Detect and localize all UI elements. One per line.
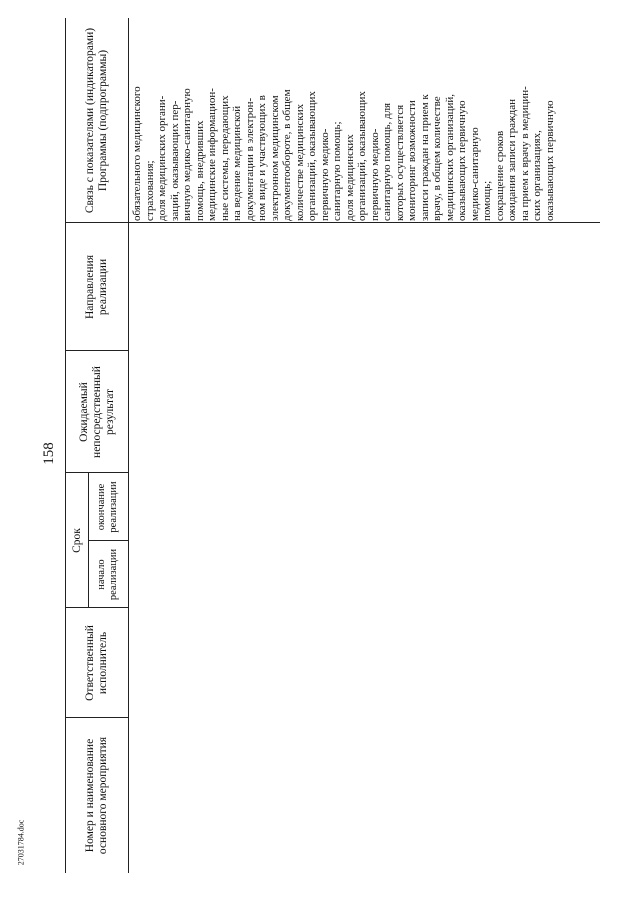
- link-line: ном виде и участвующих в: [256, 95, 268, 221]
- link-line: которых осуществляется: [393, 104, 406, 221]
- link-line: помощь, внедривших: [193, 120, 206, 221]
- link-indicators-cell: [131, 21, 556, 221]
- link-line: документации в электрон-: [243, 97, 256, 221]
- page-number: [36, 438, 62, 468]
- link-line: вичную медико-санитарную: [181, 88, 193, 221]
- measures-table: [65, 18, 600, 873]
- rotated-table-wrapper: [65, 18, 600, 873]
- link-line: обязательного медицинского: [131, 86, 143, 221]
- header-number-name: Номер и наименование основного мероприятия: [84, 736, 109, 855]
- link-line: ожидания записи граждан: [506, 98, 518, 221]
- link-line: количестве медицинских: [293, 103, 306, 221]
- link-line: оказывающих первичную: [543, 100, 556, 221]
- header-executor: Ответственный исполнитель: [84, 625, 109, 701]
- link-line: врачу, в общем количестве: [431, 96, 443, 221]
- link-line: санитарную помощь;: [331, 121, 343, 221]
- link-line: записи граждан на прием к: [418, 94, 431, 221]
- link-line: организаций, оказывающих: [356, 91, 368, 221]
- link-line: документообороте, в общем: [281, 89, 293, 221]
- header-term-end: окончание реализации: [96, 481, 119, 533]
- link-line: доля медицинских: [343, 134, 356, 221]
- page-number-text: 158: [40, 441, 57, 465]
- link-line: медицинских организаций,: [443, 93, 456, 221]
- link-line: медико-санитарную: [468, 127, 481, 221]
- link-line: оказывающих первичную: [456, 100, 468, 221]
- link-line: сокращение сроков: [493, 130, 506, 221]
- header-term: Срок: [70, 528, 83, 553]
- link-line: санитарную помощь, для: [381, 102, 393, 221]
- footer-filename: [15, 812, 27, 872]
- link-line: ских организациях,: [531, 130, 543, 221]
- link-line: первичную медико-: [368, 128, 381, 221]
- header-link: Связь с показателями (индикаторами) Программы (подпрограммы): [84, 27, 109, 214]
- header-term-start: начало реализации: [96, 548, 119, 601]
- link-line: доля медицинских органи-: [156, 95, 168, 221]
- link-line: мониторинг возможности: [406, 100, 418, 221]
- link-line: первичную медико-: [318, 128, 331, 221]
- header-result: Ожидаемый непосредственный результат: [77, 366, 116, 458]
- link-line: заций, оказывающих пер-: [168, 100, 181, 221]
- link-line: на прием к врачу в медицин-: [518, 86, 531, 221]
- link-line: организаций, оказывающих: [306, 91, 318, 221]
- link-line: ные системы, передающих: [218, 95, 231, 221]
- footer-filename-text: 27031784.doc: [16, 819, 26, 865]
- column-divider: [127, 222, 600, 223]
- link-line: медицинские информацион-: [206, 88, 218, 221]
- link-line: на ведение медицинской: [231, 105, 243, 221]
- link-line: страхования;: [143, 160, 156, 221]
- header-directions: Направления реализации: [84, 255, 109, 319]
- table-header: [65, 18, 129, 873]
- link-line: помощь;: [481, 180, 493, 221]
- link-line: электронном медицинском: [268, 95, 281, 221]
